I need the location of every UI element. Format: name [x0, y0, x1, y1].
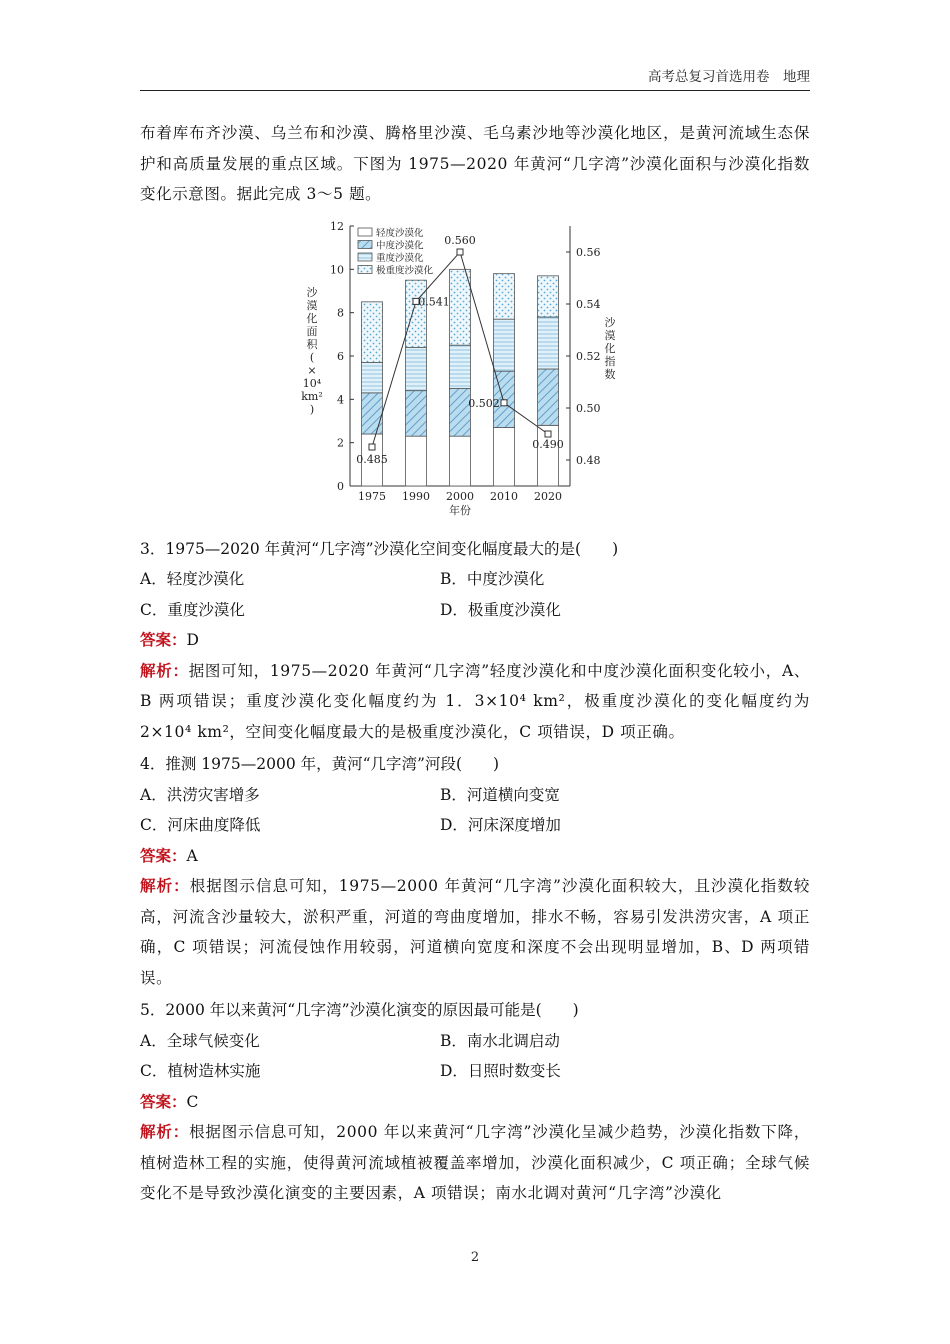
legend-label: 重度沙漠化 [376, 252, 424, 264]
page-content [140, 118, 810, 1209]
bar-segment [362, 392, 383, 433]
option-b: B．南水北调启动 [440, 1031, 560, 1050]
question-5 [140, 995, 810, 1209]
intro-paragraph: 布着库布齐沙漠、乌兰布和沙漠、腾格里沙漠、毛乌素沙地等沙漠化地区，是黄河流域生态保护和高质量发展的重点区域。下图为 1975—2020 年黄河“几字湾”沙漠化面积与沙漠化指数变化示意图。据此完成 3～5 题。 [140, 124, 810, 203]
option-c: C．重度沙漠化 [140, 600, 245, 619]
options-row [140, 1026, 810, 1057]
y-tick-label: 0 [337, 479, 344, 493]
option-a: A．全球气候变化 [140, 1031, 260, 1050]
option-a: A．轻度沙漠化 [140, 570, 245, 588]
index-point [501, 399, 507, 405]
bar-segment [362, 362, 383, 392]
chart-svg [300, 216, 650, 526]
legend-label: 轻度沙漠化 [376, 227, 424, 239]
legend-label: 极重度沙漠化 [376, 265, 434, 276]
y-axis-title-char: 化 [306, 311, 318, 325]
y2-tick-label: 0.56 [576, 245, 601, 259]
bar-segment [494, 319, 515, 371]
page-number: 2 [470, 1250, 480, 1265]
answer-line [140, 841, 810, 872]
y2-tick-label: 0.54 [576, 297, 601, 311]
x-tick-label: 1975 [358, 489, 386, 503]
index-data-label: 0.485 [356, 452, 388, 466]
option-b: B．中度沙漠化 [440, 570, 545, 588]
y2-axis-title-char: 化 [604, 341, 616, 355]
bar-segment [494, 273, 515, 319]
y-axis-title-char: 沙 [306, 285, 318, 299]
y2-tick-label: 0.52 [576, 349, 601, 363]
legend-swatch [358, 253, 372, 261]
option-a: A．洪涝灾害增多 [140, 785, 260, 804]
analysis-text: 据图可知，1975—2020 年黄河“几字湾”轻度沙漠化和中度沙漠化面积变化较小，A、B 两项错误；重度沙漠化变化幅度约为 1．3×10⁴ km²，极重度沙漠化的变化幅度约为 2×10⁴ km²，空间变化幅度最大的是极重度沙漠化，C 项错误，D 项正确。 [140, 661, 810, 741]
y2-axis-title-char: 漠 [604, 328, 616, 342]
analysis-label: 解析： [140, 876, 190, 895]
legend-swatch [358, 265, 372, 273]
bar-segment [406, 390, 427, 436]
question-3 [140, 534, 810, 748]
bar-segment [406, 436, 427, 486]
answer-line [140, 1087, 810, 1118]
bar-segment [538, 317, 559, 369]
index-data-label: 0.560 [444, 233, 476, 247]
bar-segment [450, 269, 471, 345]
bar-segment [494, 427, 515, 486]
answer-value: C [186, 1092, 199, 1111]
y-axis-title-char: 10⁴ [302, 376, 322, 390]
y-axis-title-char: × [307, 363, 317, 377]
analysis-paragraph [140, 656, 810, 748]
y2-axis-title-char: 数 [604, 367, 616, 381]
option-d: D．日照时数变长 [440, 1062, 561, 1080]
answer-label: 答案： [140, 1091, 187, 1111]
y2-axis-title-char: 沙 [604, 315, 616, 329]
bar-segment [538, 275, 559, 316]
legend-label: 中度沙漠化 [376, 240, 424, 251]
x-tick-label: 2000 [446, 489, 474, 503]
y-tick-label: 12 [330, 219, 344, 233]
y-axis-title-char: 面 [306, 324, 318, 338]
bar-segment [406, 347, 427, 390]
analysis-paragraph [140, 1117, 810, 1209]
x-tick-label: 2020 [534, 489, 562, 503]
y-tick-label: 8 [337, 306, 344, 320]
index-point [369, 444, 375, 450]
page-header [140, 68, 810, 91]
answer-label: 答案： [140, 845, 187, 865]
analysis-label: 解析： [140, 1122, 190, 1141]
index-point [545, 431, 551, 437]
y-tick-label: 6 [337, 349, 344, 363]
answer-value: D [186, 631, 199, 649]
desertification-chart [140, 216, 810, 526]
options-row [140, 595, 810, 626]
header-title: 高考总复习首选用卷 地理 [648, 69, 810, 85]
y-tick-label: 10 [330, 262, 344, 276]
options-row [140, 1056, 810, 1087]
y-axis-title-char: ( [309, 350, 315, 364]
index-data-label: 0.490 [532, 437, 564, 451]
y-tick-label: 4 [337, 392, 344, 406]
answer-line [140, 625, 810, 656]
question-stem: 5．2000 年以来黄河“几字湾”沙漠化演变的原因最可能是( ) [140, 1001, 579, 1019]
analysis-text: 根据图示信息可知，1975—2000 年黄河“几字湾”沙漠化面积较大，且沙漠化指数较高，河流含沙量较大，淤积严重，河道的弯曲度增加，排水不畅，容易引发洪涝灾害，A 项正确，C 项错误；河流侵蚀作用较弱，河道横向宽度和深度不会出现明显增加，B、D 两项错误。 [140, 877, 810, 987]
answer-label: 答案： [140, 630, 187, 649]
y-axis-title-char: ) [309, 402, 315, 416]
option-d: D．极重度沙漠化 [440, 600, 561, 619]
options-row [140, 564, 810, 595]
question-stem: 3．1975—2020 年黄河“几字湾”沙漠化空间变化幅度最大的是( ) [140, 539, 619, 558]
question-4 [140, 749, 810, 993]
option-d: D．河床深度增加 [440, 816, 561, 834]
x-tick-label: 2010 [490, 489, 518, 503]
options-row [140, 780, 810, 811]
analysis-text: 根据图示信息可知，2000 年以来黄河“几字湾”沙漠化呈减少趋势，沙漠化指数下降，植树造林工程的实施，使得黄河流域植被覆盖率增加，沙漠化面积减少，C 项正确；全球气候变化不是导致沙漠化演变的主要因素，A 项错误；南水北调对黄河“几字湾”沙漠化 [140, 1123, 810, 1202]
chart-bars [362, 269, 559, 486]
y2-tick-label: 0.50 [576, 401, 601, 415]
legend-swatch [358, 240, 372, 248]
y-axis-title-char: 积 [306, 337, 318, 351]
analysis-label: 解析： [140, 660, 189, 680]
y-axis-title-char: km² [301, 389, 323, 403]
y-tick-label: 2 [337, 436, 344, 450]
y2-axis-title-char: 指 [604, 354, 616, 368]
y2-tick-label: 0.48 [576, 453, 601, 467]
option-b: B．河道横向变宽 [440, 785, 560, 804]
x-tick-label: 1990 [402, 489, 430, 503]
index-data-label: 0.541 [418, 294, 450, 308]
answer-value: A [186, 846, 198, 865]
bar-segment [450, 345, 471, 388]
options-row [140, 810, 810, 841]
option-c: C．植树造林实施 [140, 1062, 261, 1080]
bar-segment [538, 369, 559, 425]
index-data-label: 0.502 [468, 396, 500, 410]
chart-legend [358, 227, 434, 277]
bar-segment [362, 301, 383, 362]
bar-segment [450, 388, 471, 436]
legend-swatch [358, 228, 372, 236]
option-c: C．河床曲度降低 [140, 816, 261, 834]
bar-segment [450, 436, 471, 486]
bar-segment [406, 280, 427, 347]
analysis-paragraph [140, 871, 810, 993]
index-point [457, 249, 463, 255]
x-axis-title: 年份 [449, 503, 471, 517]
y-axis-title-char: 漠 [306, 298, 318, 312]
question-stem: 4．推测 1975—2000 年，黄河“几字湾”河段( ) [140, 755, 500, 773]
